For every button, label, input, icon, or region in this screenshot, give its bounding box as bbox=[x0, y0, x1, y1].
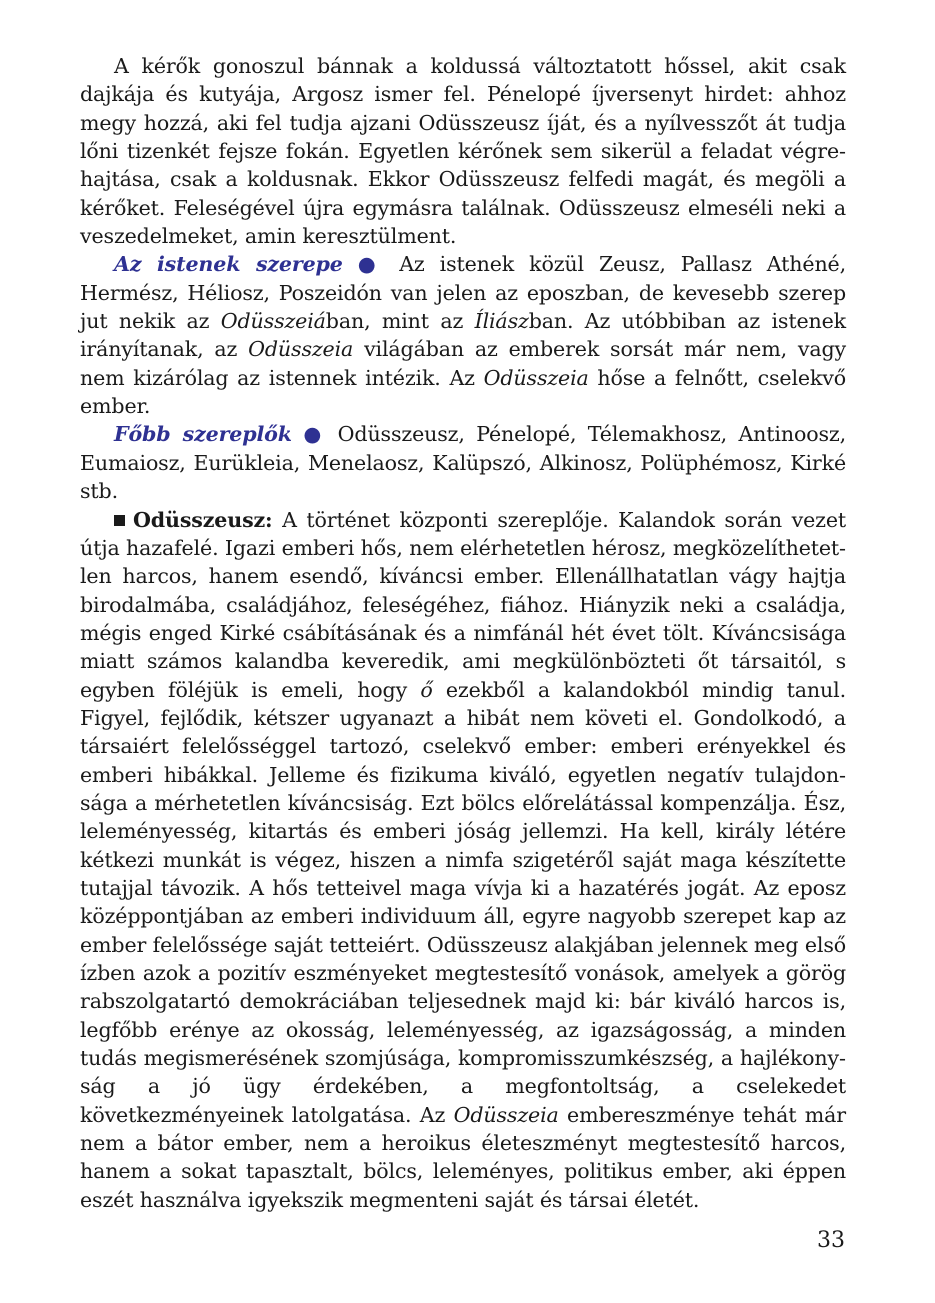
paragraph-text: Odüsszeusz, Pénelopé, Télemakhosz, Antinoosz, Eumaiosz, Eurükleia, Menelaosz, Kalüpszó, Alkinosz, Polüphémosz, Kirké stb. bbox=[80, 422, 846, 504]
paragraph-gods-role bbox=[80, 250, 846, 420]
paragraph-text: A történet központi szereplője. Kalandok során vezet útja hazafelé. Igazi emberi hős, nem elérhetetlen hérosz, megközelíthetetlen harcos, hanem esendő, kíváncsi ember. Ellenállhatatlan vágy hajtja birodalmába, családjához, feleségéhez, fiához. Hiányzik neki a családja, mégis enged Kirké csábításának és a nimfánál hét évet tölt. Kíváncsisága miatt számos kalandba keveredik, ami megkülönbözteti őt társaitól, s egyben föléjük is emeli, hogy bbox=[80, 507, 846, 702]
work-title: Odüsszeia bbox=[483, 365, 589, 390]
section-heading-gods: Az istenek szerepe bbox=[114, 252, 343, 277]
paragraph-text: ezekből a kalandokból mindig tanul. Figyel, fejlődik, kétszer ugyanazt a hibát nem követi el. Gondolkodó, a társaiért felelősséggel tartozó, cselekvő ember: emberi erényekkel és emberi hibákkal. Jelleme és fizikuma kiváló, egyetlen negatív tulajdonsága a mérhetetlen kíváncsiság. Ezt bölcs előrelátással kompenzálja. Ész, leleményesség, kitartás és emberi jóság jellemzi. Ha kell, király létére kétkezi munkát is végez, hiszen a nimfa szigetéről saját maga készítette tutajjal távozik. A hős tetteivel maga vívja ki a hazatérés jogát. Az eposz középpontjában az emberi individuum áll, egyre nagyobb szerepet kap az ember felelőssége saját tetteiért. Odüsszeusz alakjában jelennek meg első ízben azok a pozitív eszményeket megtestesítő vonások, amelyek a görög rabszolgatartó demokráciában teljesednek majd ki: bár kiváló harcos is, legfőbb erénye az okosság, leleményesség, az igazságosság, a minden tudás megismerésének szomjúsága, kompromisszumkészség, a hajlékonyság a jó ügy érdekében, a megfontoltság, a cselekedet következményeinek latolgatása. Az bbox=[80, 677, 846, 1127]
work-title: Odüsszeia bbox=[453, 1102, 559, 1127]
paragraph-text: Az istenek közül Zeusz, Pallasz Athéné, Hermész, Héliosz, Poszeidón van jelen az eposzban, de kevesebb szerep jut nekik az bbox=[80, 252, 846, 334]
paragraph-main-characters bbox=[80, 420, 846, 505]
paragraph-text: ban, mint az bbox=[325, 309, 475, 334]
paragraph-suitors bbox=[80, 52, 846, 250]
bullet-icon: ● bbox=[357, 252, 385, 277]
bullet-icon: ● bbox=[303, 422, 327, 447]
paragraph-text: ban. Az utóbbiban az istenek irányítanak, az bbox=[80, 309, 846, 362]
paragraph-text: embereszménye tehát már nem a bátor ember, nem a heroikus életeszményt megtestesítő harcos, hanem a sokat tapasztalt, bölcs, leleményes, politikus ember, aki éppen eszét használva igyekszik megmenteni saját és társai életét. bbox=[80, 1102, 846, 1212]
work-title: Odüsszeia bbox=[248, 337, 354, 362]
emphasis: ő bbox=[420, 677, 433, 702]
page-body bbox=[80, 52, 846, 1214]
section-heading-characters: Főbb szereplők bbox=[114, 422, 292, 447]
paragraph-odysseus bbox=[80, 506, 846, 1215]
square-bullet-icon bbox=[114, 515, 125, 526]
work-title: Íliász bbox=[474, 309, 529, 334]
paragraph-text: A kérők gonoszul bánnak a koldussá változtatott hőssel, akit csak dajkája és kutyája, Argosz ismer fel. Pénelopé íjversenyt hirdet: ahhoz megy hozzá, aki fel tudja ajzani Odüsszeusz íját, és a nyílvesszőt át tudja lőni tizenkét fejsze fokán. Egyetlen kérőnek sem sikerül a feladat végrehajtása, csak a koldusnak. Ekkor Odüsszeusz felfedi magát, és megöli a kérőket. Feleségével újra egymásra találnak. Odüsszeusz elmeséli neki a veszedelmeket, amin keresztülment. bbox=[80, 54, 846, 249]
work-title: Odüsszeiá bbox=[220, 309, 326, 334]
paragraph-text: világában az emberek sorsát már nem, vagy nem kizárólag az istennek intézik. Az bbox=[80, 337, 847, 390]
paragraph-text: hőse a felnőtt, cselekvő ember. bbox=[80, 365, 846, 419]
character-term: Odüsszeusz: bbox=[133, 507, 273, 532]
page-number: 33 bbox=[817, 1228, 845, 1253]
